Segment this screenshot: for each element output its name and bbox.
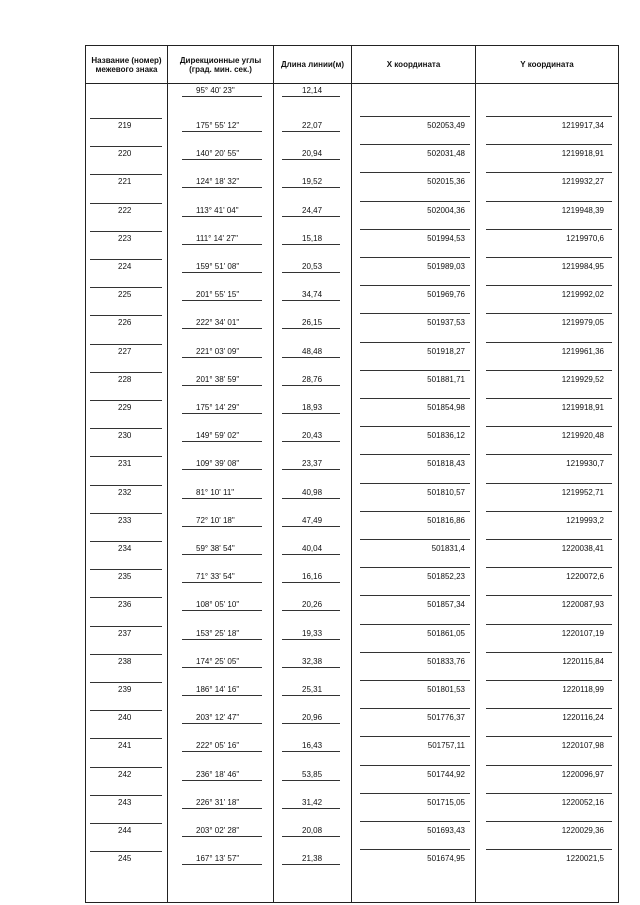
row-separator-line (282, 413, 340, 414)
x-coordinate-cell: 501854,98 (427, 403, 465, 412)
y-coordinate-cell: 1219918,91 (561, 403, 604, 412)
row-separator-line (282, 469, 340, 470)
x-coordinate-cell: 501715,05 (427, 797, 465, 807)
y-coordinate-cell: 1220115,84 (562, 656, 604, 666)
row-separator-line (90, 767, 162, 768)
row-separator-line (282, 300, 340, 301)
x-coordinate-cell: 501918,27 (427, 346, 465, 356)
bearing-cell: 71° 33' 54" (196, 572, 235, 582)
bearing-cell: 221° 03' 09" (196, 346, 240, 356)
point-name-cell: 236 (118, 600, 132, 610)
point-name-cell: 228 (118, 374, 132, 384)
bearing-cell: 111° 14' 27" (196, 233, 238, 243)
row-separator-line (182, 216, 262, 217)
y-coordinate-cell: 1219918,91 (561, 149, 604, 159)
row-separator-line (486, 342, 612, 343)
row-separator-line (360, 793, 470, 794)
row-separator-line (182, 328, 262, 329)
row-separator-line (90, 851, 162, 852)
point-name-cell: 226 (118, 318, 132, 328)
row-separator-line (90, 513, 162, 514)
coordinates-table (85, 45, 619, 903)
row-separator-line (182, 808, 262, 809)
point-name-cell: 225 (118, 290, 132, 300)
row-separator-line (282, 328, 340, 329)
x-coordinate-cell: 501833,76 (427, 656, 465, 666)
point-name-cell: 224 (118, 262, 132, 271)
x-coordinate-cell: 501831,4 (431, 544, 465, 553)
row-separator-line (182, 244, 262, 245)
x-coordinate-cell: 501818,43 (427, 459, 465, 469)
length-cell: 32,38 (302, 656, 323, 666)
row-separator-line (486, 567, 612, 568)
y-coordinate-cell: 1220029,36 (561, 826, 604, 835)
length-cell: 28,76 (302, 374, 323, 384)
column-x-coordinates (352, 84, 476, 903)
row-separator-line (486, 539, 612, 540)
row-separator-line (282, 639, 340, 640)
x-coordinate-cell: 501861,05 (427, 628, 465, 638)
row-separator-line (90, 569, 162, 570)
row-separator-line (360, 624, 470, 625)
bearing-cell: 124° 18' 32" (196, 177, 240, 187)
row-separator-line (182, 300, 262, 301)
bearing-cell: 174° 25' 05" (196, 656, 240, 666)
row-separator-line (360, 201, 470, 202)
row-separator-line (182, 554, 262, 555)
point-name-cell: 244 (118, 826, 132, 835)
x-coordinate-cell: 501810,57 (427, 487, 465, 497)
y-coordinate-cell: 1219970,6 (566, 233, 604, 243)
point-name-cell: 243 (118, 797, 132, 807)
row-separator-line (360, 285, 470, 286)
y-coordinate-cell: 1220107,98 (561, 741, 604, 751)
bearing-cell: 72° 10' 18" (196, 515, 235, 525)
row-separator-line (486, 595, 612, 596)
y-coordinate-cell: 1220021,5 (566, 854, 604, 864)
length-cell: 40,98 (302, 487, 323, 497)
row-separator-line (90, 597, 162, 598)
row-separator-line (360, 652, 470, 653)
length-cell: 12,14 (302, 86, 323, 95)
row-separator-line (360, 313, 470, 314)
row-separator-line (182, 187, 262, 188)
row-separator-line (486, 652, 612, 653)
x-coordinate-cell: 501852,23 (427, 572, 465, 582)
row-separator-line (486, 736, 612, 737)
row-separator-line (90, 344, 162, 345)
row-separator-line (360, 567, 470, 568)
row-separator-line (486, 144, 612, 145)
row-separator-line (486, 229, 612, 230)
row-separator-line (486, 793, 612, 794)
point-name-cell: 220 (118, 149, 132, 159)
row-separator-line (360, 342, 470, 343)
bearing-cell: 59° 38' 54" (196, 544, 235, 553)
point-name-cell: 241 (118, 741, 132, 751)
row-separator-line (182, 639, 262, 640)
row-separator-line (182, 667, 262, 668)
row-separator-line (360, 849, 470, 850)
row-separator-line (360, 736, 470, 737)
length-cell: 20,43 (302, 431, 323, 441)
length-cell: 22,07 (302, 121, 323, 130)
bearing-cell: 95° 40' 23" (196, 86, 235, 95)
row-separator-line (282, 554, 340, 555)
row-separator-line (182, 836, 262, 837)
length-cell: 53,85 (302, 769, 323, 779)
point-name-cell: 238 (118, 656, 132, 666)
y-coordinate-cell: 1220087,93 (561, 600, 604, 610)
row-separator-line (90, 118, 162, 119)
bearing-cell: 201° 55' 15" (196, 290, 240, 300)
point-name-cell: 239 (118, 685, 132, 694)
header-y: Y координата (476, 46, 619, 84)
y-coordinate-cell: 1219961,36 (561, 346, 604, 356)
bearing-cell: 108° 05' 10" (196, 600, 240, 610)
x-coordinate-cell: 501881,71 (427, 374, 465, 384)
header-point-name: Название (номер) межевого знака (86, 46, 168, 84)
row-separator-line (360, 680, 470, 681)
row-separator-line (282, 131, 340, 132)
y-coordinate-cell: 1220072,6 (566, 572, 604, 582)
row-separator-line (360, 511, 470, 512)
row-separator-line (90, 259, 162, 260)
bearing-cell: 149° 59' 02" (196, 431, 240, 441)
point-name-cell: 237 (118, 628, 132, 638)
y-coordinate-cell: 1220118,99 (562, 685, 604, 694)
row-separator-line (360, 821, 470, 822)
row-separator-line (486, 680, 612, 681)
length-cell: 31,42 (302, 797, 323, 807)
x-coordinate-cell: 501674,95 (427, 854, 465, 864)
x-coordinate-cell: 502004,36 (427, 205, 465, 215)
length-cell: 16,16 (302, 572, 323, 582)
row-separator-line (182, 441, 262, 442)
length-cell: 40,04 (302, 544, 323, 553)
point-name-cell: 234 (118, 544, 132, 553)
bearing-cell: 203° 02' 28" (196, 826, 240, 835)
row-separator-line (282, 723, 340, 724)
row-separator-line (282, 441, 340, 442)
row-separator-line (282, 244, 340, 245)
header-bearing: Дирекционные углы (град. мин. сек.) (168, 46, 274, 84)
length-cell: 23,37 (302, 459, 323, 469)
row-separator-line (360, 172, 470, 173)
row-separator-line (90, 823, 162, 824)
row-separator-line (90, 654, 162, 655)
row-separator-line (360, 144, 470, 145)
bearing-cell: 201° 38' 59" (196, 374, 240, 384)
y-coordinate-cell: 1219920,48 (561, 431, 604, 441)
row-separator-line (486, 454, 612, 455)
x-coordinate-cell: 501937,53 (427, 318, 465, 328)
y-coordinate-cell: 1219932,27 (561, 177, 604, 187)
y-coordinate-cell: 1220052,16 (561, 797, 604, 807)
length-cell: 20,26 (302, 600, 323, 610)
length-cell: 18,93 (302, 403, 323, 412)
point-name-cell: 232 (118, 487, 132, 497)
column-y-coordinates (476, 84, 619, 903)
row-separator-line (282, 272, 340, 273)
length-cell: 26,15 (302, 318, 323, 328)
row-separator-line (182, 498, 262, 499)
row-separator-line (182, 751, 262, 752)
row-separator-line (90, 146, 162, 147)
row-separator-line (486, 624, 612, 625)
row-separator-line (486, 426, 612, 427)
bearing-cell: 113° 41' 04" (196, 205, 239, 215)
length-cell: 20,94 (302, 149, 323, 159)
row-separator-line (90, 287, 162, 288)
x-coordinate-cell: 501757,11 (427, 741, 465, 751)
y-coordinate-cell: 1220038,41 (561, 544, 604, 553)
bearing-cell: 226° 31' 18" (196, 797, 240, 807)
row-separator-line (182, 723, 262, 724)
point-name-cell: 240 (118, 713, 132, 723)
length-cell: 48,48 (302, 346, 323, 356)
row-separator-line (486, 821, 612, 822)
y-coordinate-cell: 1220096,97 (561, 769, 604, 779)
point-name-cell: 221 (118, 177, 132, 187)
length-cell: 15,18 (302, 233, 323, 243)
row-separator-line (182, 526, 262, 527)
row-separator-line (90, 428, 162, 429)
y-coordinate-cell: 1219992,02 (561, 290, 604, 300)
bearing-cell: 186° 14' 16" (196, 685, 240, 694)
x-coordinate-cell: 501836,12 (427, 431, 465, 441)
y-coordinate-cell: 1219984,95 (561, 262, 604, 271)
row-separator-line (360, 483, 470, 484)
row-separator-line (486, 172, 612, 173)
row-separator-line (360, 229, 470, 230)
point-name-cell: 245 (118, 854, 132, 864)
row-separator-line (90, 710, 162, 711)
row-separator-line (282, 610, 340, 611)
row-separator-line (182, 131, 262, 132)
y-coordinate-cell: 1219979,05 (561, 318, 604, 328)
x-coordinate-cell: 501744,92 (427, 769, 465, 779)
row-separator-line (90, 315, 162, 316)
row-separator-line (182, 272, 262, 273)
length-cell: 19,33 (302, 628, 323, 638)
row-separator-line (90, 231, 162, 232)
point-name-cell: 235 (118, 572, 132, 582)
row-separator-line (182, 96, 262, 97)
point-name-cell: 222 (118, 205, 132, 215)
row-separator-line (182, 385, 262, 386)
row-separator-line (90, 203, 162, 204)
bearing-cell: 203° 12' 47" (196, 713, 240, 723)
y-coordinate-cell: 1219952,71 (561, 487, 604, 497)
x-coordinate-cell: 501776,37 (427, 713, 465, 723)
row-separator-line (182, 780, 262, 781)
row-separator-line (486, 849, 612, 850)
column-lengths (274, 84, 352, 903)
length-cell: 20,96 (302, 713, 323, 723)
row-separator-line (182, 159, 262, 160)
row-separator-line (90, 372, 162, 373)
row-separator-line (360, 370, 470, 371)
point-name-cell: 233 (118, 515, 132, 525)
row-separator-line (486, 201, 612, 202)
x-coordinate-cell: 501994,53 (427, 233, 465, 243)
length-cell: 47,49 (302, 515, 323, 525)
point-name-cell: 219 (118, 121, 132, 130)
length-cell: 24,47 (302, 205, 323, 215)
row-separator-line (182, 469, 262, 470)
row-separator-line (486, 116, 612, 117)
row-separator-line (360, 454, 470, 455)
row-separator-line (360, 257, 470, 258)
bearing-cell: 109° 39' 08" (196, 459, 240, 469)
row-separator-line (486, 708, 612, 709)
row-separator-line (282, 864, 340, 865)
row-separator-line (282, 808, 340, 809)
row-separator-line (90, 174, 162, 175)
bearing-cell: 159° 51' 08" (196, 262, 240, 271)
row-separator-line (90, 400, 162, 401)
row-separator-line (282, 751, 340, 752)
length-cell: 19,52 (302, 177, 323, 187)
point-name-cell: 230 (118, 431, 132, 441)
x-coordinate-cell: 501969,76 (427, 290, 465, 300)
row-separator-line (360, 708, 470, 709)
bearing-cell: 236° 18' 46" (196, 769, 240, 779)
bearing-cell: 153° 25' 18" (196, 628, 240, 638)
y-coordinate-cell: 1219929,52 (561, 374, 604, 384)
row-separator-line (282, 385, 340, 386)
length-cell: 16,43 (302, 741, 323, 751)
bearing-cell: 222° 34' 01" (196, 318, 240, 328)
point-name-cell: 227 (118, 346, 132, 356)
header-x: X координата (352, 46, 476, 84)
y-coordinate-cell: 1220107,19 (561, 628, 604, 638)
row-separator-line (282, 667, 340, 668)
row-separator-line (90, 541, 162, 542)
row-separator-line (282, 357, 340, 358)
body-row (86, 84, 619, 903)
row-separator-line (282, 159, 340, 160)
row-separator-line (282, 96, 340, 97)
length-cell: 34,74 (302, 290, 323, 300)
length-cell: 25,31 (302, 685, 323, 694)
x-coordinate-cell: 501693,43 (427, 826, 465, 835)
x-coordinate-cell: 502015,36 (427, 177, 465, 187)
point-name-cell: 242 (118, 769, 132, 779)
row-separator-line (360, 398, 470, 399)
bearing-cell: 175° 14' 29" (196, 403, 240, 412)
x-coordinate-cell: 502053,49 (427, 121, 465, 130)
y-coordinate-cell: 1219993,2 (566, 515, 604, 525)
row-separator-line (486, 285, 612, 286)
row-separator-line (486, 257, 612, 258)
column-point-names (86, 84, 168, 903)
row-separator-line (90, 626, 162, 627)
point-name-cell: 229 (118, 403, 132, 412)
y-coordinate-cell: 1219930,7 (566, 459, 604, 469)
row-separator-line (182, 610, 262, 611)
row-separator-line (486, 370, 612, 371)
row-separator-line (486, 765, 612, 766)
row-separator-line (90, 795, 162, 796)
bearing-cell: 140° 20' 55" (196, 149, 240, 159)
row-separator-line (90, 485, 162, 486)
row-separator-line (90, 682, 162, 683)
row-separator-line (282, 187, 340, 188)
header-length: Длина линии(м) (274, 46, 352, 84)
length-cell: 20,08 (302, 826, 323, 835)
row-separator-line (182, 864, 262, 865)
row-separator-line (360, 426, 470, 427)
y-coordinate-cell: 1219917,34 (561, 121, 604, 130)
row-separator-line (182, 695, 262, 696)
row-separator-line (282, 498, 340, 499)
x-coordinate-cell: 501816,86 (427, 515, 465, 525)
y-coordinate-cell: 1220116,24 (562, 713, 604, 723)
row-separator-line (486, 313, 612, 314)
length-cell: 20,53 (302, 262, 323, 271)
bearing-cell: 175° 55' 12" (196, 121, 240, 130)
row-separator-line (182, 582, 262, 583)
row-separator-line (360, 539, 470, 540)
bearing-cell: 81° 10' 11" (196, 487, 235, 497)
row-separator-line (282, 780, 340, 781)
x-coordinate-cell: 501989,03 (427, 262, 465, 271)
column-bearings (168, 84, 274, 903)
row-separator-line (360, 765, 470, 766)
row-separator-line (486, 511, 612, 512)
row-separator-line (282, 582, 340, 583)
point-name-cell: 223 (118, 233, 132, 243)
bearing-cell: 222° 05' 16" (196, 741, 240, 751)
row-separator-line (182, 357, 262, 358)
row-separator-line (282, 836, 340, 837)
length-cell: 21,38 (302, 854, 323, 864)
point-name-cell: 231 (118, 459, 132, 469)
y-coordinate-cell: 1219948,39 (561, 205, 604, 215)
row-separator-line (282, 526, 340, 527)
x-coordinate-cell: 502031,48 (427, 149, 465, 159)
x-coordinate-cell: 501857,34 (427, 600, 465, 610)
row-separator-line (90, 456, 162, 457)
x-coordinate-cell: 501801,53 (427, 685, 465, 694)
row-separator-line (282, 695, 340, 696)
bearing-cell: 167° 13' 57" (196, 854, 240, 864)
row-separator-line (90, 738, 162, 739)
row-separator-line (360, 116, 470, 117)
row-separator-line (182, 413, 262, 414)
row-separator-line (486, 398, 612, 399)
header-row (86, 46, 619, 84)
row-separator-line (486, 483, 612, 484)
row-separator-line (282, 216, 340, 217)
row-separator-line (360, 595, 470, 596)
